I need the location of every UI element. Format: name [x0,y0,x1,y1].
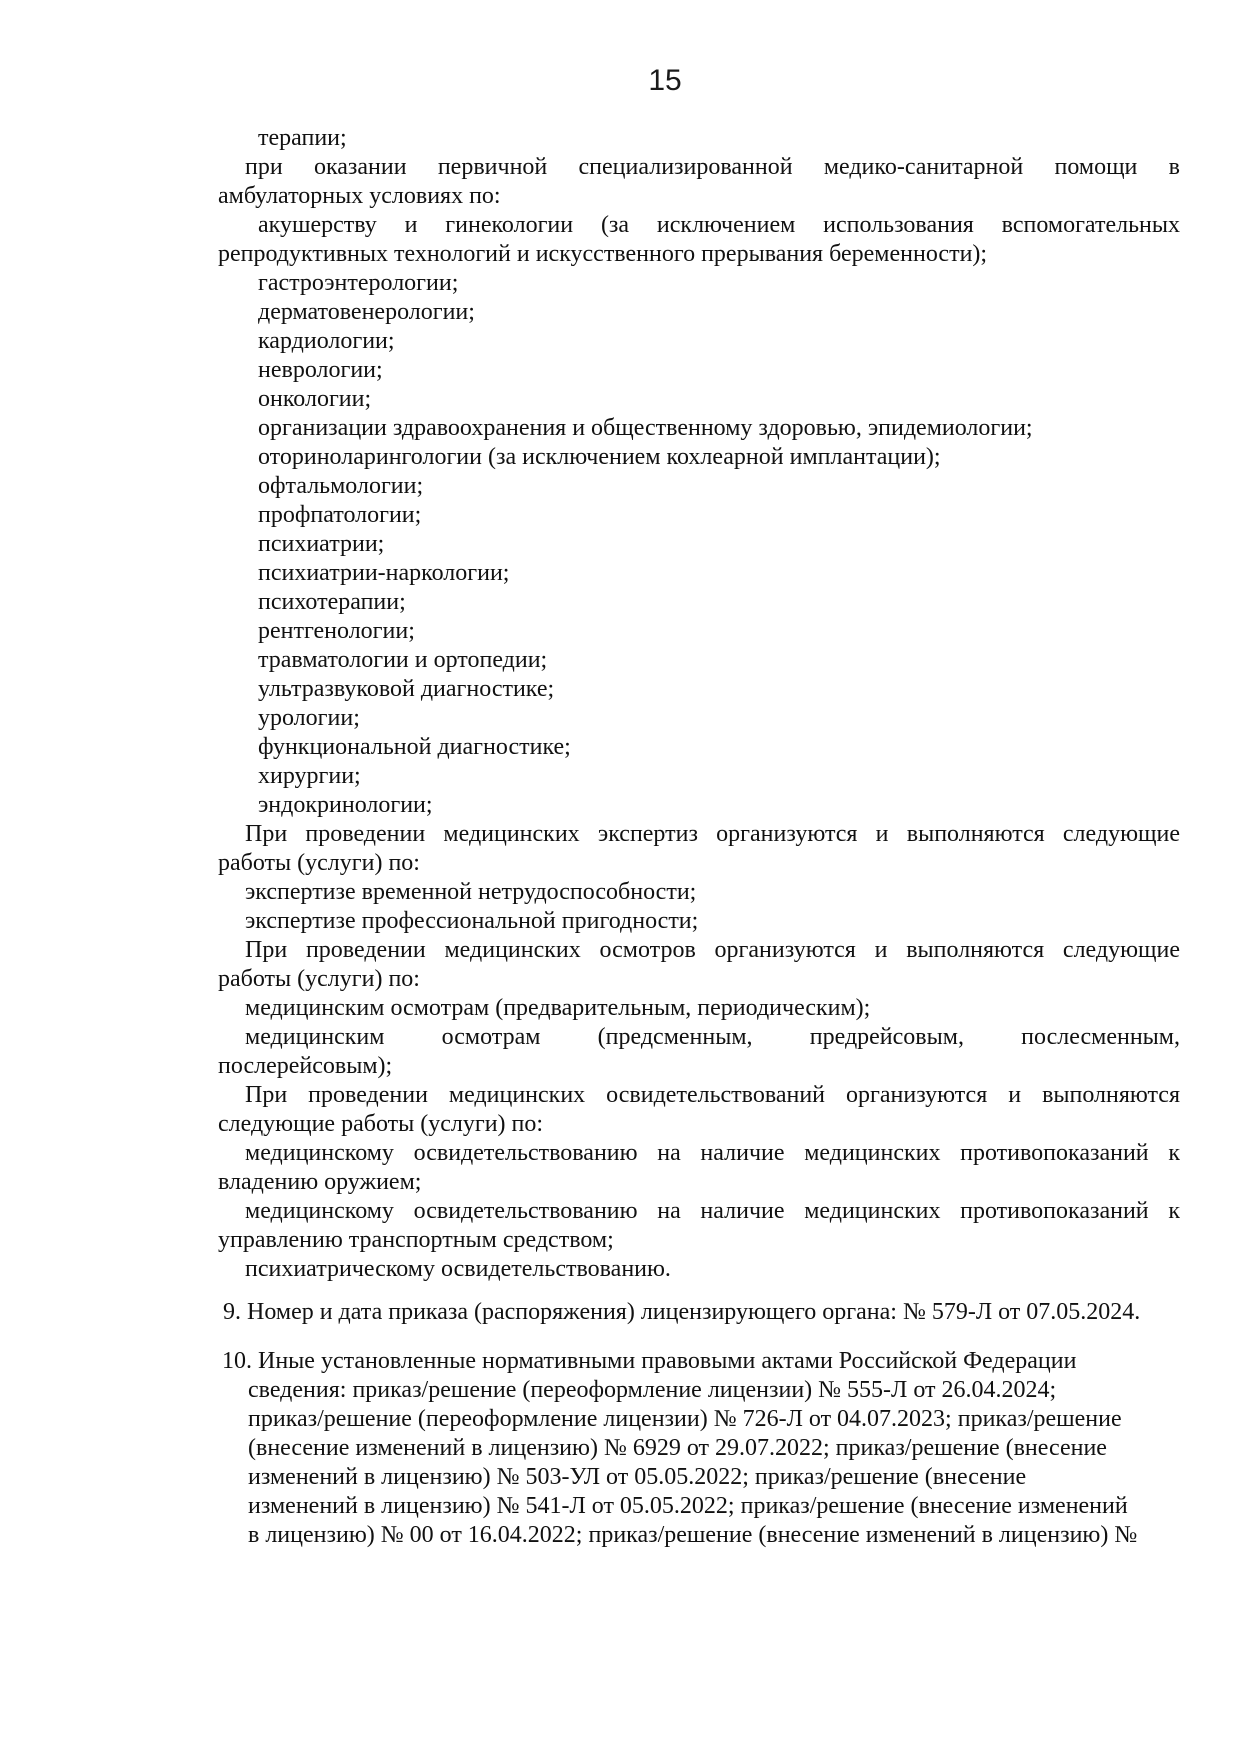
text-line: При проведении медицинских освидетельствований организуются и выполняются [245,1082,1180,1108]
text-line: При проведении медицинских осмотров организуются и выполняются следующие [245,937,1180,963]
text-line: медицинским осмотрам (предсменным, предрейсовым, послесменным, [245,1024,1180,1050]
text-line: психиатрическому освидетельствованию. [245,1256,671,1282]
text-line: травматологии и ортопедии; [258,647,548,673]
text-line: онкологии; [258,386,372,412]
text-line: работы (услуги) по: [218,850,420,876]
text-line: (внесение изменений в лицензию) № 6929 от 29.07.2022; приказ/решение (внесение [248,1435,1107,1461]
text-line: психотерапии; [258,589,406,615]
text-line: ультразвуковой диагностике; [258,676,555,702]
text-line: 10. Иные установленные нормативными правовыми актами Российской Федерации [222,1348,1077,1374]
text-line: приказ/решение (переоформление лицензии) № 726-Л от 04.07.2023; приказ/решение [248,1406,1122,1432]
text-line: терапии; [258,125,347,151]
text-line: работы (услуги) по: [218,966,420,992]
text-line: организации здравоохранения и общественному здоровью, эпидемиологии; [258,415,1033,441]
text-line: эндокринологии; [258,792,433,818]
text-line: владению оружием; [218,1169,422,1195]
text-line: следующие работы (услуги) по: [218,1111,544,1137]
text-line: дерматовенерологии; [258,299,475,325]
text-line: урологии; [258,705,360,731]
text-line: офтальмологии; [258,473,424,499]
text-line: неврологии; [258,357,383,383]
text-line: медицинскому освидетельствованию на наличие медицинских противопоказаний к [245,1140,1180,1166]
text-line: при оказании первичной специализированной медико-санитарной помощи в [245,154,1180,180]
text-line: психиатрии; [258,531,385,557]
text-line: экспертизе профессиональной пригодности; [245,908,699,934]
text-line: психиатрии-наркологии; [258,560,510,586]
text-line: хирургии; [258,763,361,789]
text-line: оториноларингологии (за исключением кохлеарной имплантации); [258,444,941,470]
text-line: акушерству и гинекологии (за исключением использования вспомогательных [258,212,1180,238]
text-line: 9. Номер и дата приказа (распоряжения) лицензирующего органа: № 579-Л от 07.05.2024. [223,1299,1141,1325]
document-body [218,124,1180,1550]
text-line: профпатологии; [258,502,422,528]
text-line: медицинскому освидетельствованию на наличие медицинских противопоказаний к [245,1198,1180,1224]
text-line: рентгенологии; [258,618,415,644]
text-line: экспертизе временной нетрудоспособности; [245,879,697,905]
text-line: изменений в лицензию) № 503-УЛ от 05.05.2022; приказ/решение (внесение [248,1464,1027,1490]
text-line: изменений в лицензию) № 541-Л от 05.05.2022; приказ/решение (внесение изменений [248,1493,1128,1519]
text-line: сведения: приказ/решение (переоформление лицензии) № 555-Л от 26.04.2024; [248,1377,1057,1403]
text-line: кардиологии; [258,328,395,354]
text-line: послерейсовым); [218,1053,393,1079]
text-line: репродуктивных технологий и искусственного прерывания беременности); [218,241,988,267]
text-line: амбулаторных условиях по: [218,183,501,209]
page-number: 15 [648,64,682,97]
text-line: При проведении медицинских экспертиз организуются и выполняются следующие [245,821,1180,847]
text-line: гастроэнтерологии; [258,270,459,296]
text-line: в лицензию) № 00 от 16.04.2022; приказ/решение (внесение изменений в лицензию) № [248,1522,1138,1548]
text-line: управлению транспортным средством; [218,1227,614,1253]
text-line: функциональной диагностике; [258,734,571,760]
text-line: медицинским осмотрам (предварительным, периодическим); [245,995,871,1021]
